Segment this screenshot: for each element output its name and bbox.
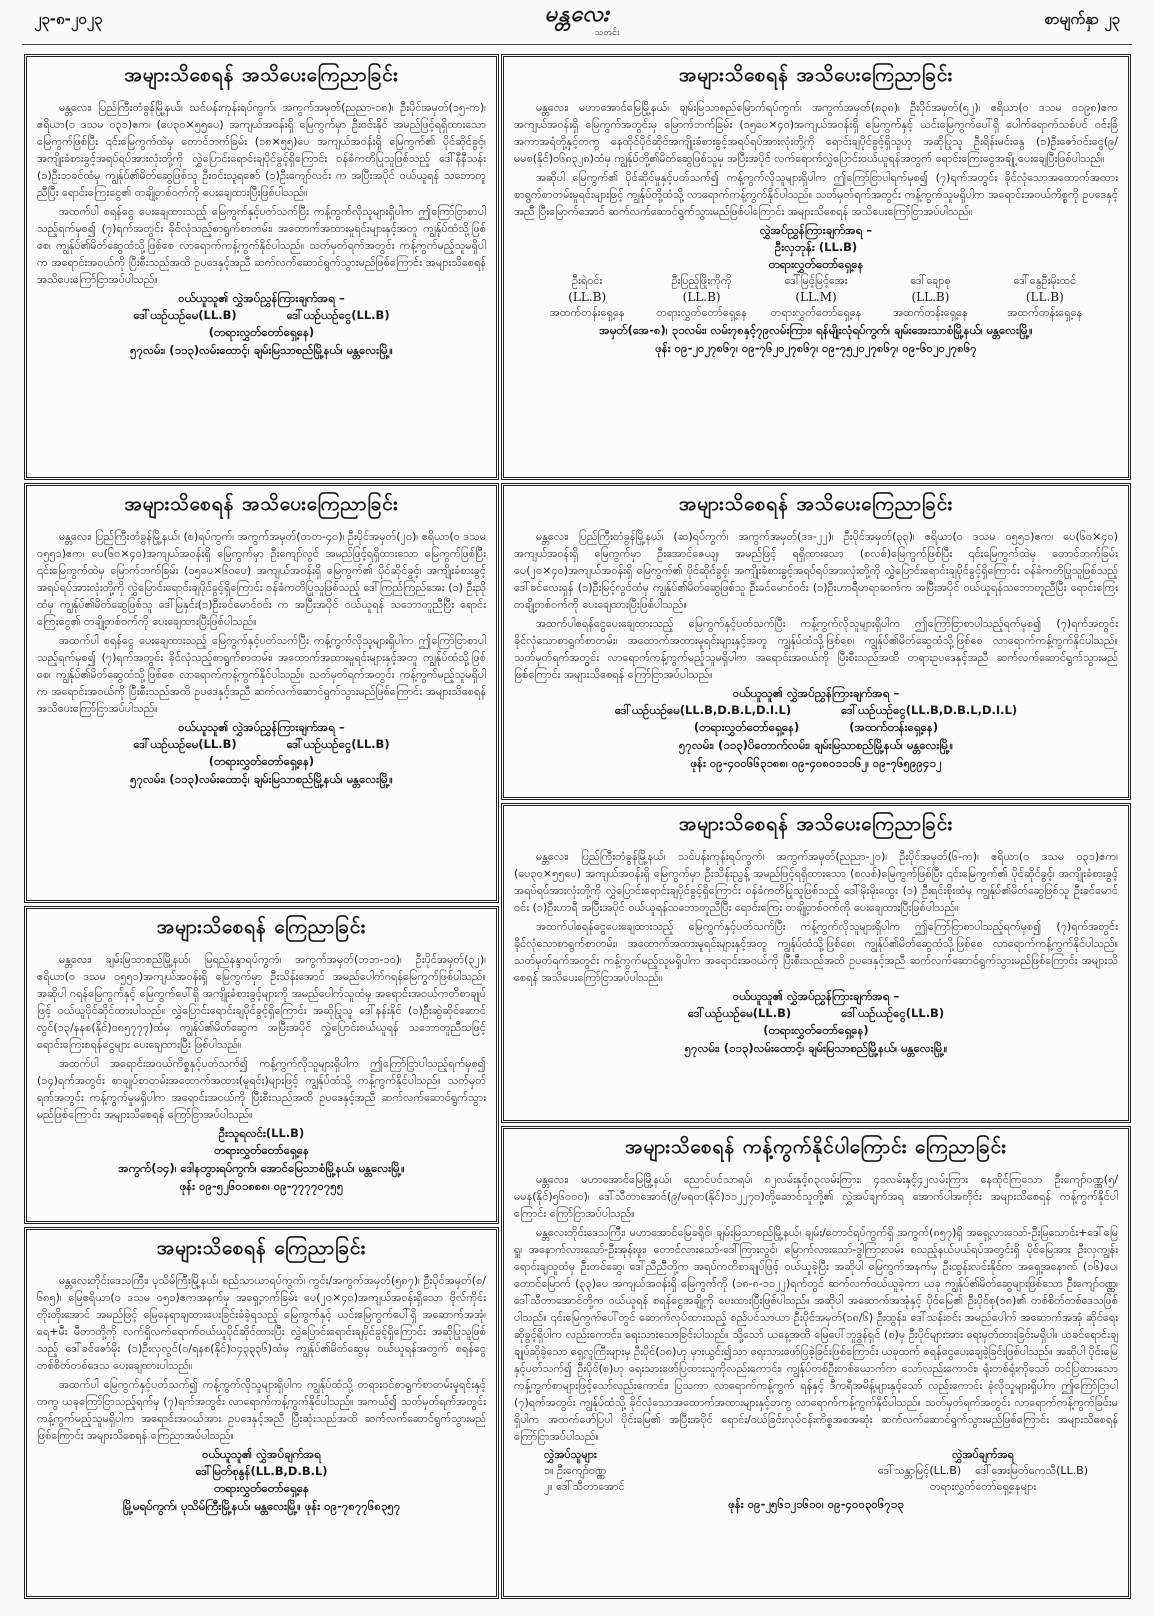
lawyer-name: ဒေါ်ယဉ်ယဉ်မေ(LL.B) bbox=[133, 308, 237, 322]
lawyer-name: ဒေါ်ယဉ်ယဉ်မေ(LL.B) bbox=[133, 737, 237, 751]
address: ၅၇လမ်း၊ (၁၁၃)လမ်းထောင့်၊ ချမ်းမြသာစည်မြို့နယ်၊ မန္တလေးမြို့။ bbox=[130, 772, 393, 786]
signature-block bbox=[514, 1447, 1118, 1495]
notice-body: အထက်ပါစရန်ငွေပေးချေထားသည့် မြေကွက်နှင့်ပတ်သက်ပြီး ကန့်ကွက်လိုသူများရှိပါက ဤကြော်ငြာစာပါသည့်ရက်မှစ၍ (၇)ရက်အတွင်း ခိုင်လုံသောစာရွက်စာတမ်း၊ အထောက်အထားမူရင်းများနှင့်အတူ ကျွန်ုပ်ထံသို့ဖြစ်စေ၊ ကျွန်ုပ်၏မိတ်ဆွေထံသို့ဖြစ်စေ လာရောက်ကန့်ကွက်နိုင်ပါသည်။ သတ်မှတ်ရက်အတွင်း လာရောက်ကန့်ကွက်မည့်သူမရှိပါက အရောင်းအဝယ်ကို ပြီးစီးသည်အထိ တရားဥပဒေနှင့်အညီ ဆက်လက်ဆောင်ရွက်သွားမည်ဖြစ်ကြောင်း အများသိစေရန် ကြော်ငြာအပ်ပါသည်။ bbox=[514, 617, 1118, 681]
address: အကွက်(၁၄)၊ ဒေါနတွားရပ်ကွက်၊ အောင်မြေသာစံမြို့နယ်၊ မန္တလေးမြို့။ bbox=[118, 1161, 405, 1175]
signature-heading: လွှဲအပ်ချက်အရ bbox=[952, 1448, 1014, 1461]
notice-1 bbox=[24, 54, 499, 480]
signature-heading: ဝယ်ယူသူ၏ လွှဲအပ်ညွှန်ကြားချက်အရ – bbox=[732, 989, 900, 1003]
notice-4 bbox=[501, 483, 1131, 800]
lawyer-role: အထက်တန်းရှေ့နေ bbox=[549, 306, 625, 319]
signature-block bbox=[514, 685, 1118, 736]
notice-body: အထက်ပါစရန်ငွေပေးချေထားသည့် မြေကွက်နှင့်ပတ်သက်ပြီး ကန့်ကွက်လိုသူများရှိပါက ဤကြော်ငြာစာပါသည့်ရက်မှစ၍ (၇)ရက်အတွင်း ခိုင်လုံသောစာရွက်စာတမ်း၊ အထောက်အထားမူရင်းများနှင့်အတူ ကျွန်ုပ်ထံသို့ဖြစ်စေ၊ ကျွန်ုပ်၏မိတ်ဆွေထံသို့ဖြစ်စေ လာရောက်ကန့်ကွက်နိုင်ပါသည်။ သတ်မှတ်ရက်အတွင်း ကန့်ကွက်မည့်သူမရှိပါက အရောင်းအဝယ်ကို ပြီးစီးသည်အထိ ဥပဒေနှင့်အညီ ဆက်လက်ဆောင်ရွက်သွားမည်ဖြစ်ကြောင်း အများသိစေရန် အသိပေးကြော်ငြာအပ်ပါသည်။ bbox=[514, 920, 1118, 984]
lawyer-role: (တရားလွှတ်တော်ရှေ့နေ) bbox=[208, 325, 315, 339]
lawyer-entry bbox=[873, 273, 987, 321]
address: ၅၇လမ်း၊ (၁၁၃)လမ်းထောင့်၊ ချမ်းမြသာစည်မြို့နယ်၊ မန္တလေးမြို့။ bbox=[684, 1041, 948, 1055]
page-header bbox=[0, 0, 1154, 44]
lawyer-role: (တရားလွှတ်တော်ရှေ့နေ) bbox=[763, 1023, 869, 1037]
lawyer-name: ဒေါ်ချောစု bbox=[910, 274, 951, 287]
lawyer-entry bbox=[530, 273, 644, 321]
lawyer-name: ဒေါ်နွေဦးမိုးထင် bbox=[1013, 274, 1077, 287]
notice-body: မန္တလေး၊ ပြည်ကြီးတံခွန်မြို့နယ်၊ သင်ပန်းကုန်းရပ်ကွက်၊ အကွက်အမှတ်(ညညာ-၂၀)၊ ဦးပိုင်အမှတ်(၆-က)၊ ဧရိယာ(၀ ဒသမ ၀၃၁)ဧက၊ (ပေ၃၀×၅၅ပေ) အကျယ်အဝန်းရှိ မြေကွက်မှာ ဦးသိန်းညွန့် အမည်ဖြင့်ရရှိထားသော (စလစ်)မြေကွက်ဖြစ်ပြီး ၎င်းမြေကွက်၏ ပိုင်ဆိုင်ခွင့်၊ အကျိုးခံစားခွင့်အရပ်ရပ်အားလုံးတို့ကို လွှဲပြောင်းရောင်းချပိုင်ခွင့်ရှိကြောင်း ဝန်ခံကတိပြုသူဖြစ်သည့် ဒေါ်မိုးမိုးထွေး (၁) ဦးရင်းစိုးထံမှ ကျွန်ုပ်၏မိတ်ဆွေဖြစ်သူ ဦးခင်မောင်ဝင်း (၁)ဦးဟာရီ အပြီးအပိုင် ဝယ်ယူရန်သဘောတူညီပြီး ရောင်းကြေး တချို့တစ်ဝက်ကို ပေးချေထားပြီးဖြစ်ပါသည်။ bbox=[514, 850, 1118, 914]
address: ၅၇လမ်း၊ (၁၁၃)ပိတောက်လမ်း၊ ချမ်းမြသာစည်မြို့နယ်၊ မန္တလေးမြို့။ bbox=[678, 738, 954, 752]
notice-title: အများသိစေရန် ကြေညာခြင်း bbox=[156, 1237, 367, 1259]
notice-body: မန္တလေး၊ ပြည်ကြီးတံခွန်မြို့နယ်၊ သင်ပန်းကုန်းရပ်ကွက်၊ အကွက်အမှတ်(ညညာ-၁၈)၊ ဦးပိုင်အမှတ်(၁၅-က)၊ ဧရိယာ(၀ ဒသမ ၀၃၁)ဧက၊ (ပေ၃၀×၅၅ပေ) အကျယ်အဝန်းရှိ မြေကွက်မှာ ဦးဝင်းနိုင် အမည်ဖြင့်ရရှိထားသော မြေကွက်ဖြစ်ပြီး ၎င်းမြေကွက်ထဲမှ တောင်ဘက်ခြမ်း (၁၈×၅၅)ပေ အကျယ်အဝန်းရှိ မြေကွက်၏ ပိုင်ဆိုင်ခွင့်၊ အကျိုးခံစားခွင့်အရပ်ရပ်အားလုံးတို့ကို လွှဲပြောင်းရောင်းချပိုင်ခွင့်ရှိကြောင်း ဝန်ခံကတိပြုသူဖြစ်သည့် ဒေါ်နီနီသန်း (၁)ဦးဘခင်ထံမှ ကျွန်ုပ်၏မိတ်ဆွေဖြစ်သူ ဦးဝင်းသူရဇော် (၁)ဦးကျော်လင်း က အပြီးအပိုင် ဝယ်ယူရန် သဘောတူညီပြီး ရောင်းကြေးငွေ၏ တချို့တစ်ဝက်ကို ပေးချေထားပြီးဖြစ်ပါသည်။ bbox=[37, 101, 486, 199]
signature-heading: ဝယ်ယူသူ၏ လွှဲအပ်ညွှန်ကြားချက်အရ – bbox=[732, 686, 900, 700]
phone-numbers: ဖုန်း ၀၉-၂၅၆၁၂၁၆၁၀၊ ၀၉-၄၀၀၃၀၆၇၁၃ bbox=[728, 1497, 904, 1511]
lawyer-role: တရားလွှတ်တော်ရှေ့နေ bbox=[770, 306, 862, 319]
lawyer-role: (တရားလွှတ်တော်ရှေ့နေ) bbox=[693, 720, 800, 734]
phone-numbers: ဖုန်း ၀၉-၂၀၂၇၈၆၇၊ ၀၉-၇၆၂၀၂၇၈၆၇၊ ၀၉-၇၅၂၀၂၇၈၆၇၊ ၀၉-၆၀၂၀၂၇၈၆၇ bbox=[655, 341, 977, 355]
lawyer-name: ဦးသူရလင်း(LL.B) bbox=[218, 1126, 305, 1140]
notice-7 bbox=[24, 1227, 499, 1599]
principal-name: ၁။ ဦးကျော်ဝဏ္ဏ bbox=[544, 1464, 607, 1477]
notice-body: မန္တလေး၊ ပြည်ကြီးတံခွန်မြို့နယ်၊ (ဆ)ရပ်ကွက်၊ အကွက်အမှတ်(ဒဒ-၂၂)၊ ဦးပိုင်အမှတ်(၃၃)၊ ဧရိယာ(၀ ဒသမ ၀၅၅၁)ဧက၊ ပေ(၆၀×၄၀) အကျယ်အဝန်းရှိ မြေကွက်မှာ ဦးအောင်ဇေယျ၊ အမည်ဖြင့် ရရှိထားသော (စလစ်)မြေကွက်ဖြစ်ပြီး ၎င်းမြေကွက်ထဲမှ တောင်ဘက်ခြမ်း ပေ(၂၀×၄၀)အကျယ်အဝန်းရှိ မြေကွက်၏ ပိုင်ဆိုင်ခွင့်၊ အကျိုးခံစားခွင့်အရပ်ရပ်အားလုံးတို့ကို လွှဲပြောင်းရောင်းချပိုင်ခွင့်ရှိကြောင်း ဝန်ခံကတိပြုသူဖြစ်သည့် ဒေါ်ခင်လေးရှန် (၁)ဦးမြင့်လွင်ထံမှ ကျွန်ုပ်၏မိတ်ဆွေဖြစ်သူ ဦးခင်မောင်ဝင်း (၁)ဦးဟာရီဟရာဆက်က အပြီးအပိုင် ဝယ်ယူရန်သဘောတူညီပြီး ရောင်းကြေး တချို့တစ်ဝက်ကို ပေးချေထားပြီးဖြစ်ပါသည်။ bbox=[514, 530, 1118, 611]
notice-title: အများသိစေရန် အသိပေးကြေညာခြင်း bbox=[124, 493, 399, 515]
lawyer-name: ဒေါ်ယဉ်ယဉ်ငွေ(LL.B) bbox=[286, 308, 390, 322]
lawyer-name: ဒေါ်မြင့်မြင့်အေး bbox=[784, 274, 848, 287]
signature-block bbox=[37, 1125, 486, 1159]
signature-block bbox=[37, 1446, 486, 1497]
lawyer-name: ဒေါ်ယဉ်ယဉ်ငွေ(LL.B) bbox=[286, 737, 390, 751]
signature-heading: ဝယ်ယူသူ၏ လွှဲအပ်ညွှန်ကြားချက်အရ – bbox=[178, 291, 345, 305]
lawyer-list bbox=[514, 273, 1118, 321]
notice-8 bbox=[501, 1126, 1131, 1599]
lawyer-role: တရားလွှတ်တော်ရှေ့နေ bbox=[656, 306, 747, 319]
notice-6 bbox=[501, 803, 1131, 1123]
signature-block bbox=[514, 222, 1118, 273]
lawyer-degree: (LL.B) bbox=[682, 290, 721, 304]
signature-block bbox=[514, 988, 1118, 1039]
lawyer-name: ဒေါ်အေးမြတ်ကေသီ(LL.B) bbox=[975, 1464, 1088, 1477]
notice-body: အထက်ပါ အရောင်းအဝယ်ကိစ္စနှင့်ပတ်သက်၍ ကန့်ကွက်လိုသူများရှိပါက ဤကြော်ငြာပါသည့်ရက်မှစ၍ (၁၄)ရက်အတွင်း စာချုပ်စာတမ်းအထောက်အထား(မူရင်း)များဖြင့် ကျွန်ုပ်ထံသို့ ကန့်ကွက်နိုင်ပါသည်။ သတ်မှတ်ရက်အတွင်း ကန့်ကွက်မှုမရှိပါက အရောင်းအဝယ်ကို ပြီးစီးသည်အထိ ဥပဒေနှင့်အညီ ဆက်လက်ဆောင်ရွက်သွားမည်ဖြစ်ကြောင်း အများသိစေရန် ကြော်ငြာအပ်ပါသည်။ bbox=[37, 1057, 486, 1121]
header-rule bbox=[22, 44, 1132, 45]
address: ၅၇လမ်း၊ (၁၁၃)လမ်းထောင့်၊ ချမ်းမြသာစည်မြို့နယ်၊ မန္တလေးမြို့။ bbox=[130, 343, 393, 357]
notice-body: မန္တလေးတိုင်းဒေသကြီး၊ မဟာအောင်မြေခရိုင်၊ ချမ်းမြသာစည်မြို့နယ်၊ ချမ်း/တောင်ရပ်ကွက်ရှိ အကွက်(၈၅၇)ရှိ အရှေ့လားသော်-ဦးမြသောင်း+ဒေါ်မြေရှူ၊ အနောက်လားသော်-ဦးအုန်းဖူး၊ တောင်လားသော်-ဒေါ်ကြားလွင်၊ မြောက်လားသော်-ဒွါကြားလမ်း စသည့်နယ်ပယ်ရပ်အတွင်းရှိ ပိုင်မြေအား ဦးလှကျွန်း ရောင်းချသူထံမှ ဦးတင်ဆွေ၊ ဒေါ်ညီညီတို့က အရပ်ကတိစာချုပ်ဖြင့် ဝယ်ယူခဲ့ပြီး အဆိုပါ မြေကွက်အနက်မှ ဦးထွန်းလင်းနိုင်က အရှေ့အနောက် (၁၆)ပေ၊ တောင်မြောက် (၃၃)ပေ အကျယ်အဝန်းရှိ မြေကွက်ကို (၁၈-၈-၁၁၂၂)ရက်တွင် ဆက်လက်ဝယ်ယူခဲ့ကာ ယခု ကျွန်ုပ်၏မိတ်ဆွေများဖြစ်သော ဦးကျော်ဝဏ္ဏ၊ ဒေါ်သီတာအောင်တို့က ဝယ်ယူရန် စရန်ငွေအချို့ကို ပေးထားပြီးဖြစ်ပါသည်။ အဆိုပါ အဆောက်အအုံနှင့် ပိုင်မြေ၏ ဦးပိုင်စု(၁၈)၏ တစ်စိတ်တစ်ဒေသဖြစ်ပါသည်။ ၎င်းမြေကွက်ပေါ်တွင် ဆောက်လုပ်ထားသည့် စည်ပင်သာယာ ဦးပိုင်အမှတ်(၁၈/၆) ဦးထွန်း၊ ဒေါ်သန်းဝင်း အမည်ပေါက် အဆောက်အအုံ ဆိုင်ရေးဆိုခွင့်ရှိပါက လည်းကောင်း၊ ရေးသားသောခြင်းပါသည်။ သို့သော် ယနေ့အထိ မြေပေါ်ဘူဒွန်ရှင် (စ)မှ ဦးပိုင်များအား ရေးမှတ်ထားခြင်းမရှိပါ။ ယခင်ရောင်းချ ချုပ်ဆိုခဲ့သော ရှေ့လူကြီးများမှ ဦးပိုင်(၁၈)ဟု မှားယွင်း၍သာ ရေးသားဖော်ပြခဲ့ခြင်းဖြစ်ကြောင်း ယခုထက် စရန်ငွေပေးချေခဲ့ခြင်းဖြစ်ပါသည်။ အဆိုပါ ပိုင်းမြေနှင့်ပတ်သက်၍ ဦးပိုင်(စ)ဟု ရေးသားဖော်ပြထားသူကိုလည်းကောင်း၊ ကျွန်ုပ်တစ်ဦးတစ်ယောက်က သော်လည်းကောင်း၊ ရုံးတစ်ရုံးကိုသော် တင်ပြထားသော ကန့်ကွက်စာများဖြင့်သော်လည်းကောင်း၊ ပြသကာ လာရောက်ကန့်ကွက် ရန်နှင့် ဒီကရီအမိန့်များနှင့်သော် လည်းကောင်း ခုံလိုသူများရှိပါက ဤကြော်ငြာပါ (၇)ရက်အတွင်း ကျွန်ုပ်ထံသို့ ခိုင်လုံသောအထောက်အထားများနှင့်တကွ လာရောက်ကန့်ကွက်နိုင်ပါသည်။ သတ်မှတ်ရက်အတွင်း လာရောက်ကန့်ကွက်ခြင်းမရှိပါက အထက်ဖော်ပြပါ ပိုင်းမြေ၏ အပြီးအပိုင် ရောင်း/ဝယ်ခြင်းလုပ်ငန်းကိစ္စအစအဆုံး ဆက်လက်ဆောင်ရွက်သွားမည်ဖြစ်ကြောင်း အများသိစေရန် ကြော်ငြာအပ်ပါသည်။ bbox=[514, 1226, 1119, 1443]
lawyer-name: ဒေါ်ယဉ်ယဉ်ငွေ(LL.B,D.B.L,D.I.L) bbox=[841, 703, 1018, 717]
notice-body: မန္တလေးတိုင်းဒေသကြီး၊ ပုသိမ်ကြီးမြို့နယ်၊ စည်သာယာရပ်ကွက်၊ ကွင်း/အကွက်အမှတ်(၅၈၇)၊ ဦးပိုင်အမှတ်(စ/၆၈၅)၊ မြေဧရိယာ(၀ ဒသမ ၀၅၁)ဧကအနက်မှ အရှေ့ဘက်ခြမ်း ပေ(၂၀×၄၀)အကျယ်အဝန်းရှိသော ဗိုလ်ကိုင်း တိုးတိုးအောင် အမည်ဖြင့် မြေနေရာချထားပေးခြင်းခံခဲ့ရသည့် မြေကွက်နှင့် ယင်းမြေကွက်ပေါ်ရှိ အဆောက်အအုံ၊ ရေ+မီး မီတာတို့ကို လက်ရှိလက်ရောက်ဝယ်ယူပိုင်ဆိုင်ထားပြီး လွှဲပြောင်းရောင်းချပိုင်ခွင့်ရှိကြောင်း အဆိုပြုသူဖြစ်သည့် ဒေါ်ခင်ဇော်မိုး (၁)ဦးလှလွင်(၀/ရနစ(နိုင်)၀၄၃၃၃၆)ထံမှ ကျွန်ုပ်၏မိတ်ဆွေမှ ဝယ်ယူရန်အတွက် စရန်ငွေတစ်စိတ်တစ်ဒေသ ပေးချေထားပါသည်။ bbox=[37, 1274, 486, 1372]
notice-body: မန္တလေး၊ ချမ်းမြသာစည်မြို့နယ်၊ မြရည်နန္ဒာရပ်ကွက်၊ အကွက်အမှတ်(ဘဘ-၁၀)၊ ဦးပိုင်အမှတ်(၃၂)၊ ဧရိယာ(၀ ဒသမ ၀၅၅၁)အကျယ်အဝန်းရှိ မြေကွက်မှာ ဦးသိန်းအောင် အမည်ပေါက်ဂရန်မြေကွက်ဖြစ်ပါသည်။ အဆိုပါ ဂရန်မြေကွက်နှင့် မြေကွက်ပေါ်ရှိ အကျိုးခံစားခွင့်များကို အမည်ပေါက်သူထံမှ အရောင်းအဝယ်ကတိစာချုပ်ဖြင့် ဝယ်ယူပိုင်ဆိုင်ထားပါသည်။ လွှဲပြောင်းရောင်းချပိုင်ခွင့်ရှိကြောင်း အဆိုပြုသူ ဒေါ်နန်းနိုင် (၁)ဦးဆွဲဆိုင်ဆောင်လွင်(၁၃/နနစ(နိုင်)၀၈၅၇၇၇)ထံမှ ကျွန်ုပ်၏မိတ်ဆွေက အပြီးအပိုင် လွှဲပြောင်းဝယ်ယူရန် သဘောတူညီသဖြင့် ရောင်းကြေးစရန်ငွေများ ပေးချေထားပြီး ဖြစ်ပါသည်။ bbox=[37, 953, 486, 1051]
logo-text: မန္တလေး bbox=[544, 2, 610, 27]
notice-5 bbox=[24, 906, 499, 1224]
lawyer-role: (တရားလွှတ်တော်ရှေ့နေ) bbox=[208, 754, 315, 768]
lawyer-role: တရားလွှတ်တော်ရှေ့နေ bbox=[214, 1481, 309, 1495]
signature-heading: ဝယ်ယူသူ၏ လွှဲအပ်ညွှန်ကြားချက်အရ – bbox=[178, 720, 345, 734]
lawyer-name: ဦးပြည့်ဖြိုးကိုကို bbox=[671, 274, 732, 287]
notice-title: အများသိစေရန် ကန့်ကွက်နိုင်ပါကြောင်း ကြေညာခြင်း bbox=[625, 1136, 1007, 1158]
lawyer-role: အထက်တန်းရှေ့နေ bbox=[1007, 306, 1083, 319]
signature-heading: ဝယ်ယူသူ၏ လွှဲအပ်ချက်အရ bbox=[202, 1447, 321, 1461]
issue-date: ၂၃-၈-၂၀၂၃ bbox=[34, 10, 103, 28]
notice-title: အများသိစေရန် အသိပေးကြေညာခြင်း bbox=[124, 64, 399, 86]
lawyer-name: ဒေါ်မြတ်စုနွန်(LL.B,D.B.L) bbox=[195, 1464, 328, 1478]
lawyer-names bbox=[878, 1463, 1088, 1479]
notice-title: အများသိစေရန် အသိပေးကြေညာခြင်း bbox=[678, 813, 954, 835]
notice-2 bbox=[501, 54, 1131, 480]
notice-body: မန္တလေး၊ မဟာအောင်မြေမြို့နယ်၊ ညောင်ပင်သာရပ်၊ ၈၂လမ်းနှင့်၈၃လမ်းကြား၊ ၄၁လမ်းနှင့်၄၂လမ်းကြား နေထိုင်ကြသော ဦးကျော်ဝဏ္ဏ(၅/မမန(နိုင်)၅၆၀၀၀)၊ ဒေါ်သီတာအောင်(၉/မရတ(နိုင်)၁၁၂၂၇၀)တို့ဆောင်သူတို့၏ လွှဲအပ်ချက်အရ အောက်ပါအတိုင်း အများသိစေရန် ကန့်ကွက်နိုင်ပါကြောင်း ကြော်ငြာအပ်ပါသည်။ bbox=[514, 1173, 1118, 1220]
lawyer-name: ဒေါ်ယဉ်ယဉ်မေ(LL.B,D.B.L,D.I.L) bbox=[614, 703, 792, 717]
lawyer-role: အထက်တန်းရှေ့နေ bbox=[892, 306, 968, 319]
lawyer-name: ဒေါ်ယဉ်ယဉ်မေ(LL.B) bbox=[687, 1006, 792, 1020]
lawyers bbox=[878, 1447, 1088, 1495]
principal-name: ၂။ ဒေါ်သီတာအောင် bbox=[544, 1480, 625, 1493]
lawyer-degree: (LL.B) bbox=[1025, 290, 1064, 304]
principals bbox=[544, 1447, 625, 1495]
lawyer-role: တရားလွှတ်တော်ရှေ့နေ bbox=[214, 1143, 309, 1157]
masthead-logo bbox=[512, 2, 642, 42]
notice-body: အထက်ပါ စရန်ငွေ ပေးချေထားသည့် မြေကွက်နှင့်ပတ်သက်ပြီး ကန့်ကွက်လိုသူများရှိပါက ဤကြော်ငြာစာပါသည့်ရက်မှစ၍ (၇)ရက်အတွင်း ခိုင်လုံသည့်စာရွက်စာတမ်း၊ အထောက်အထားမူရင်းများနှင့်အတူ ကျွန်ုပ်ထံသို့ဖြစ်စေ၊ ကျွန်ုပ်၏မိတ်ဆွေထံသို့ဖြစ်စေ လာရောက်ကန့်ကွက်နိုင်ပါသည်။ သတ်မှတ်ရက်အတွင်း ကန့်ကွက်မည့်သူမရှိပါက အရောင်းအဝယ်ကို ပြီးစီးသည်အထိ ဥပဒေနှင့်အညီ ဆက်လက်ဆောင်ရွက်သွားမည်ဖြစ်ကြောင်း အများသိစေရန် အသိပေးကြော်ငြာအပ်ပါသည်။ bbox=[37, 205, 486, 286]
lawyer-degree: (LL.M) bbox=[795, 290, 837, 304]
phone-numbers: ဖုန်း ၀၉-၅၂၆၀၁၈၈၈၊ ၀၉-၇၇၇၇၀၇၅၅ bbox=[179, 1179, 344, 1193]
notice-body: အထက်ပါ စရန်ငွေ ပေးချေထားသည့် မြေကွက်နှင့်ပတ်သက်ပြီး ကန့်ကွက်လိုသူများရှိပါက ဤကြော်ငြာစာပါသည့်ရက်မှစ၍ (၇)ရက်အတွင်း ခိုင်လုံသည့်စာရွက်စာတမ်း၊ အထောက်အထားမူရင်းများနှင့်အတူ ကျွန်ုပ်ထံသို့ဖြစ်စေ၊ ကျွန်ုပ်၏မိတ်ဆွေထံသို့ဖြစ်စေ လာရောက်ကန့်ကွက်နိုင်ပါသည်။ သတ်မှတ်ရက်အတွင်း ကန့်ကွက်မည့်သူမရှိပါက အရောင်းအဝယ်ကို ပြီးစီးသည်အထိ ဥပဒေနှင့်အညီ ဆက်လက်ဆောင်ရွက်သွားမည်ဖြစ်ကြောင်း အများသိစေရန် အသိပေးကြော်ငြာအပ်ပါသည်။ bbox=[37, 634, 486, 715]
page-number: စာမျက်နှာ ၂၃ bbox=[1044, 10, 1120, 28]
notice-title: အများသိစေရန် အသိပေးကြေညာခြင်း bbox=[678, 64, 954, 86]
notice-body: အထက်ပါ မြေကွက်နှင့်ပတ်သက်၍ ကန့်ကွက်လိုသူများရှိပါက ကျွန်ုပ်ထံသို့ တရားဝင်စာရွက်စာတမ်းမူရင်းနှင့်တကွ ယခုကြော်ငြာသည့်ရက်မှ (၇)ရက်အတွင်း လာရောက်ကန့်ကွက်နိုင်ပါသည်။ အကယ်၍ သတ်မှတ်ရက်အတွင်း ကန့်ကွက်မည့်သူမရှိပါက အရောင်းအဝယ်အား ဥပဒေနှင့်အညီ ပြီးဆုံးသည်အထိ ဆက်လက်ဆောင်ရွက်သွားမည်ဖြစ်ကြောင်း အများသိစေရန် ကြေညာအပ်ပါသည်။ bbox=[37, 1378, 486, 1442]
notice-body: အဆိုပါ မြေကွက်၏ ပိုင်ဆိုင်မှုနှင့်ပတ်သက်၍ ကန့်ကွက်လိုသူများရှိပါက ဤကြော်ငြာပါရက်မှစ၍ (၇)ရက်အတွင်း ခိုင်လုံသောအထောက်အထားစာရွက်စာတမ်းမူရင်းများဖြင့် ကျွန်ုပ်တို့ထံသို့ လာရောက်ကန့်ကွက်နိုင်ပါသည်။ သတ်မှတ်ရက်အတွင်း ကန့်ကွက်သူမရှိပါက အရောင်းအဝယ်ကိစ္စကို ဥပဒေနှင့်အညီ ပြီးမြောက်အောင် ဆက်လက်ဆောင်ရွက်သွားမည်ဖြစ်ပါကြောင်း အများသိစေရန် အသိပေးကြော်ငြာအပ်ပါသည်။ bbox=[514, 171, 1118, 218]
phone-numbers: ဖုန်း ၀၉-၄၀၀၆၆၃၁၈၈၊ ၀၉-၄၀၈၀၁၁၁၆၂၊ ၀၉-၇၆၅၉၉၄၁၂ bbox=[690, 756, 942, 770]
signature-block bbox=[37, 719, 486, 770]
logo-subtext: သတင်း bbox=[594, 28, 620, 38]
lawyer-role: တရားလွှတ်တော်ရှေ့နေ bbox=[768, 257, 864, 271]
lawyer-role: (အထက်တန်းရှေ့နေ) bbox=[849, 720, 939, 734]
signature-heading: လွှဲအပ်ညွှန်ကြားချက်အရ – bbox=[759, 223, 873, 237]
lawyer-name: ဒေါ်သန္တာမြင့်(LL.B) bbox=[878, 1464, 962, 1477]
notice-title: အများသိစေရန် အသိပေးကြေညာခြင်း bbox=[678, 493, 954, 515]
lawyer-entry bbox=[644, 273, 758, 321]
notice-3 bbox=[24, 483, 499, 903]
lawyer-name: ဦးလှဘုန်း (LL.B) bbox=[774, 240, 858, 254]
lawyer-role: တရားလွှတ်တော်ရှေ့နေများ bbox=[929, 1480, 1037, 1493]
notice-body: မန္တလေး၊ ပြည်ကြီးတံခွန်မြို့နယ်၊ (စ)ရပ်ကွက်၊ အကွက်အမှတ်(တတ-၄၀)၊ ဦးပိုင်အမှတ်(၂၀)၊ ဧရိယာ(၀ ဒသမ ၀၅၅၁)ဧက၊ ပေ(၆၀×၄၀)အကျယ်အဝန်းရှိ မြေကွက်မှာ ဦးကျော်လွင် အမည်ဖြင့်ရရှိထားသော မြေကွက်ဖြစ်ပြီး ၎င်းမြေကွက်ထဲမှ မြောက်ဘက်ခြမ်း (၁၅ပေ×၆၀ပေ) အကျယ်အဝန်းရှိ မြေကွက်၏ ပိုင်ဆိုင်ခွင့်၊ အကျိုးခံစားခွင့်အရပ်ရပ်အားလုံးတို့ကို လွှဲပြောင်းရောင်းချပိုင်ခွင့်ရှိကြောင်း ဝန်ခံကတိပြုသူဖြစ်သည့် ဒေါ်ကြည်ကြည်အေး (၁) ဦးညိုထံမှ ကျွန်ုပ်၏မိတ်ဆွေဖြစ်သူ ဒေါ်မြနှင်း(၁)ဦးခင်မောင်ဝင်း က အပြီးအပိုင် ဝယ်ယူရန် သဘောတူညီပြီး ရောင်းကြေးငွေ၏ တချို့တစ်ဝက်ကို ပေးချေထားပြီးဖြစ်ပါသည်။ bbox=[37, 530, 487, 628]
signature-block bbox=[37, 290, 486, 341]
address: အမှတ်(အေ-၈)၊ ၃၁လမ်း၊ လမ်း၇၈နှင့်၇၉လမ်းကြား၊ ရန်မျိုးလုံရပ်ကွက်၊ ချမ်းအေးသာစံမြို့နယ်၊ မန္တလေးမြို့။ bbox=[599, 323, 1033, 337]
address: မြို့မရပ်ကွက်၊ ပုသိမ်ကြီးမြို့နယ်၊ မန္တလေးမြို့။ ဖုန်း ၀၉-၇၈၇၇၆၈၃၅၇ bbox=[122, 1499, 401, 1513]
notice-body: မန္တလေး၊ မဟာအောင်မြေမြို့နယ်၊ ချမ်းမြသာစည်မြောက်ရပ်ကွက်၊ အကွက်အမှတ်(၈၃၈)၊ ဦးပိုင်အမှတ်(၅၂)၊ ဧရိယာ(၀ ဒသမ ၀၁၉၈)ဧက အကျယ်အဝန်းရှိ မြေကွက်အတွင်းမှ မြောက်ဘက်ခြမ်း (၁၅ပေ×၄၀)အကျယ်အဝန်းရှိ မြေကွက်နှင့် ယင်းမြေကွက်ပေါ်ရှိ ပေါက်ရောက်သစ်ပင် ဝင်းခြံအကာအရံတို့နှင့်တကွ နေထိုင်ပိုင်ဆိုင်အကျိုးခံစားခွင့်အရပ်ရပ်အားလုံးတို့ကို ရောင်းချပိုင်ခွင့်ရှိသူဟု အဆိုပြုသူ ဦးရိန်းမင်းနွေ (၁)ဦးဇော်ဝင်းငွေ(၉/မမစ(နိုင်)၀၆၈၃၂၈)ထံမှ ကျွန်ုပ်တို့၏မိတ်ဆွေဖြစ်သူမှ အပြီးအပိုင် လက်ရောက်လွှဲပြောင်းဝယ်ယူရန်အတွက် ရောင်းကြေးငွေအချို့ ပေးချေပြီးဖြစ်ပါသည်။ bbox=[514, 101, 1118, 165]
lawyer-degree: (LL.B) bbox=[911, 290, 950, 304]
lawyer-name: ဒေါ်ယဉ်ယဉ်ငွေ(LL.B) bbox=[841, 1006, 945, 1020]
lawyer-entry bbox=[759, 273, 873, 321]
principals-heading: လွှဲအပ်သူများ bbox=[544, 1448, 597, 1461]
lawyer-degree: (LL.B) bbox=[568, 290, 607, 304]
lawyer-entry bbox=[988, 273, 1102, 321]
lawyer-name: ဦးရဲဝင်း bbox=[572, 274, 603, 287]
notice-title: အများသိစေရန် ကြေညာခြင်း bbox=[156, 916, 367, 938]
